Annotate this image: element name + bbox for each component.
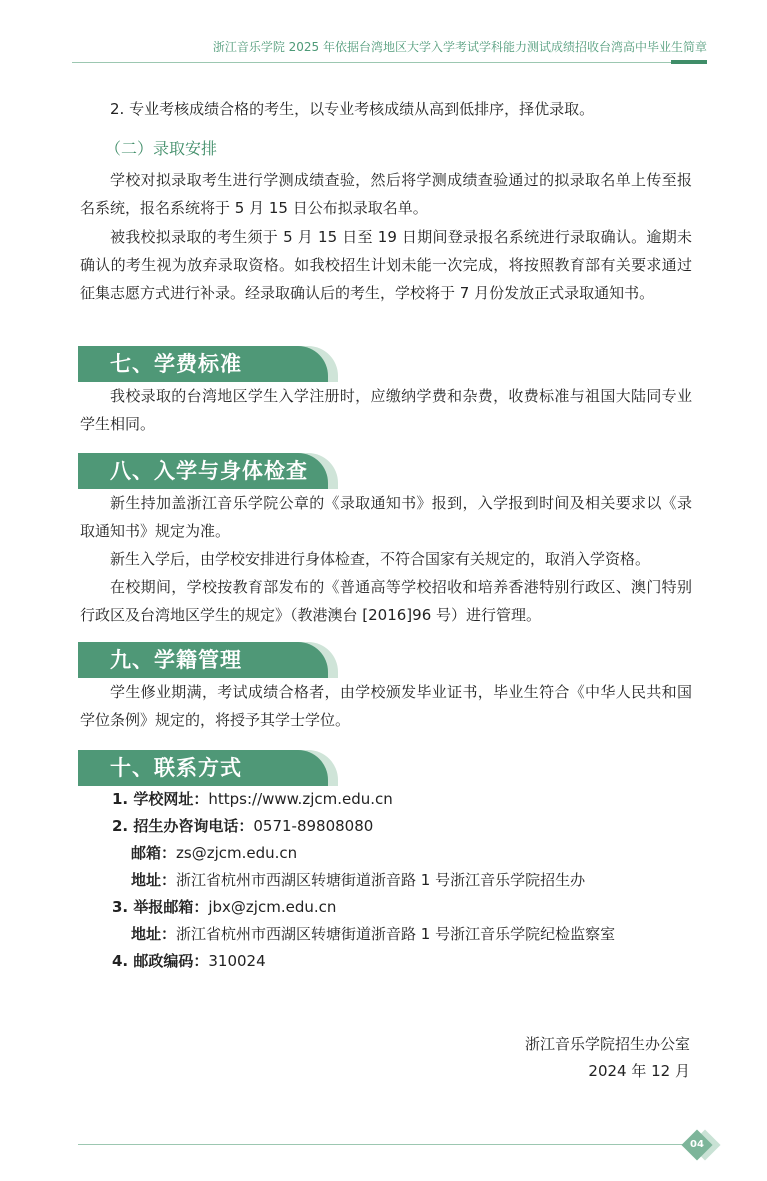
- section-title: 七、学费标准: [110, 351, 242, 376]
- contact-label: 邮箱：: [131, 844, 177, 862]
- contact-postal-code: [112, 948, 266, 975]
- address-value: 浙江省杭州市西湖区转塘街道浙音路 1 号浙江音乐学院招生办: [176, 871, 586, 889]
- section-title: 十、联系方式: [110, 755, 242, 780]
- website-link[interactable]: https://www.zjcm.edu.cn: [208, 790, 393, 808]
- contact-address: [131, 867, 585, 894]
- page-number: 04: [690, 1139, 704, 1150]
- enrollment-paragraph-3: 在校期间，学校按教育部发布的《普通高等学校招收和培养香港特别行政区、澳门特别行政区及台湾地区学生的规定》（教港澳台 [2016]96 号）进行管理。: [80, 578, 692, 624]
- header-title: 浙江音乐学院 2025 年依据台湾地区大学入学考试学科能力测试成绩招收台湾高中毕业生简章: [212, 40, 707, 54]
- enrollment-paragraph-2: 新生入学后，由学校安排进行身体检查，不符合国家有关规定的，取消入学资格。: [110, 550, 651, 568]
- section-header-tuition: [78, 346, 338, 382]
- header-divider: [72, 62, 707, 63]
- section-header-enrollment: [78, 453, 338, 489]
- section-header-contact: [78, 750, 338, 786]
- contact-report-email: [112, 894, 336, 921]
- report-email-link[interactable]: jbx@zjcm.edu.cn: [208, 898, 337, 916]
- status-paragraph: 学生修业期满，考试成绩合格者，由学校颁发毕业证书，毕业生符合《中华人民共和国学位条例》规定的，将授予其学士学位。: [80, 683, 692, 729]
- section-title: 九、学籍管理: [110, 647, 242, 672]
- address-value: 浙江省杭州市西湖区转塘街道浙音路 1 号浙江音乐学院纪检监察室: [176, 925, 616, 943]
- contact-phone: [112, 813, 373, 840]
- footer-divider: [78, 1144, 690, 1145]
- contact-email: [131, 840, 297, 867]
- postal-value: 310024: [208, 952, 266, 970]
- admission-criteria-item-2: 2. 专业考核成绩合格的考生，以专业考核成绩从高到低排序，择优录取。: [110, 100, 595, 118]
- admission-paragraph-2: 被我校拟录取的考生须于 5 月 15 日至 19 日期间登录报名系统进行录取确认。逾期未确认的考生视为放弃录取资格。如我校招生计划未能一次完成，将按照教育部有关要求通过征集志愿方式进行补录。经录取确认后的考生，学校将于 7 月份发放正式录取通知书。: [80, 228, 692, 302]
- phone-value: 0571-89808080: [253, 817, 374, 835]
- contact-label: 地址：: [131, 871, 177, 889]
- contact-label: 1. 学校网址：: [112, 790, 209, 808]
- contact-label: 4. 邮政编码：: [112, 952, 209, 970]
- enrollment-paragraph-1: 新生持加盖浙江音乐学院公章的《录取通知书》报到，入学报到时间及相关要求以《录取通知书》规定为准。: [80, 494, 692, 540]
- contact-website: [112, 786, 393, 813]
- admission-arrangement-heading: （二）录取安排: [105, 139, 218, 158]
- section-title: 八、入学与身体检查: [110, 458, 308, 483]
- email-link[interactable]: zs@zjcm.edu.cn: [176, 844, 298, 862]
- signature-office: 浙江音乐学院招生办公室: [524, 1035, 690, 1053]
- contact-label: 地址：: [131, 925, 177, 943]
- signature-date: 2024 年 12 月: [588, 1062, 690, 1080]
- contact-label: 3. 举报邮箱：: [112, 898, 209, 916]
- section-header-status: [78, 642, 338, 678]
- contact-label: 2. 招生办咨询电话：: [112, 817, 254, 835]
- admission-paragraph-1: 学校对拟录取考生进行学测成绩查验，然后将学测成绩查验通过的拟录取名单上传至报名系统，报名系统将于 5 月 15 日公布拟录取名单。: [80, 171, 692, 217]
- tuition-paragraph: 我校录取的台湾地区学生入学注册时，应缴纳学费和杂费，收费标准与祖国大陆同专业学生相同。: [80, 387, 692, 433]
- header-accent-bar: [671, 60, 707, 64]
- contact-address-2: [131, 921, 615, 948]
